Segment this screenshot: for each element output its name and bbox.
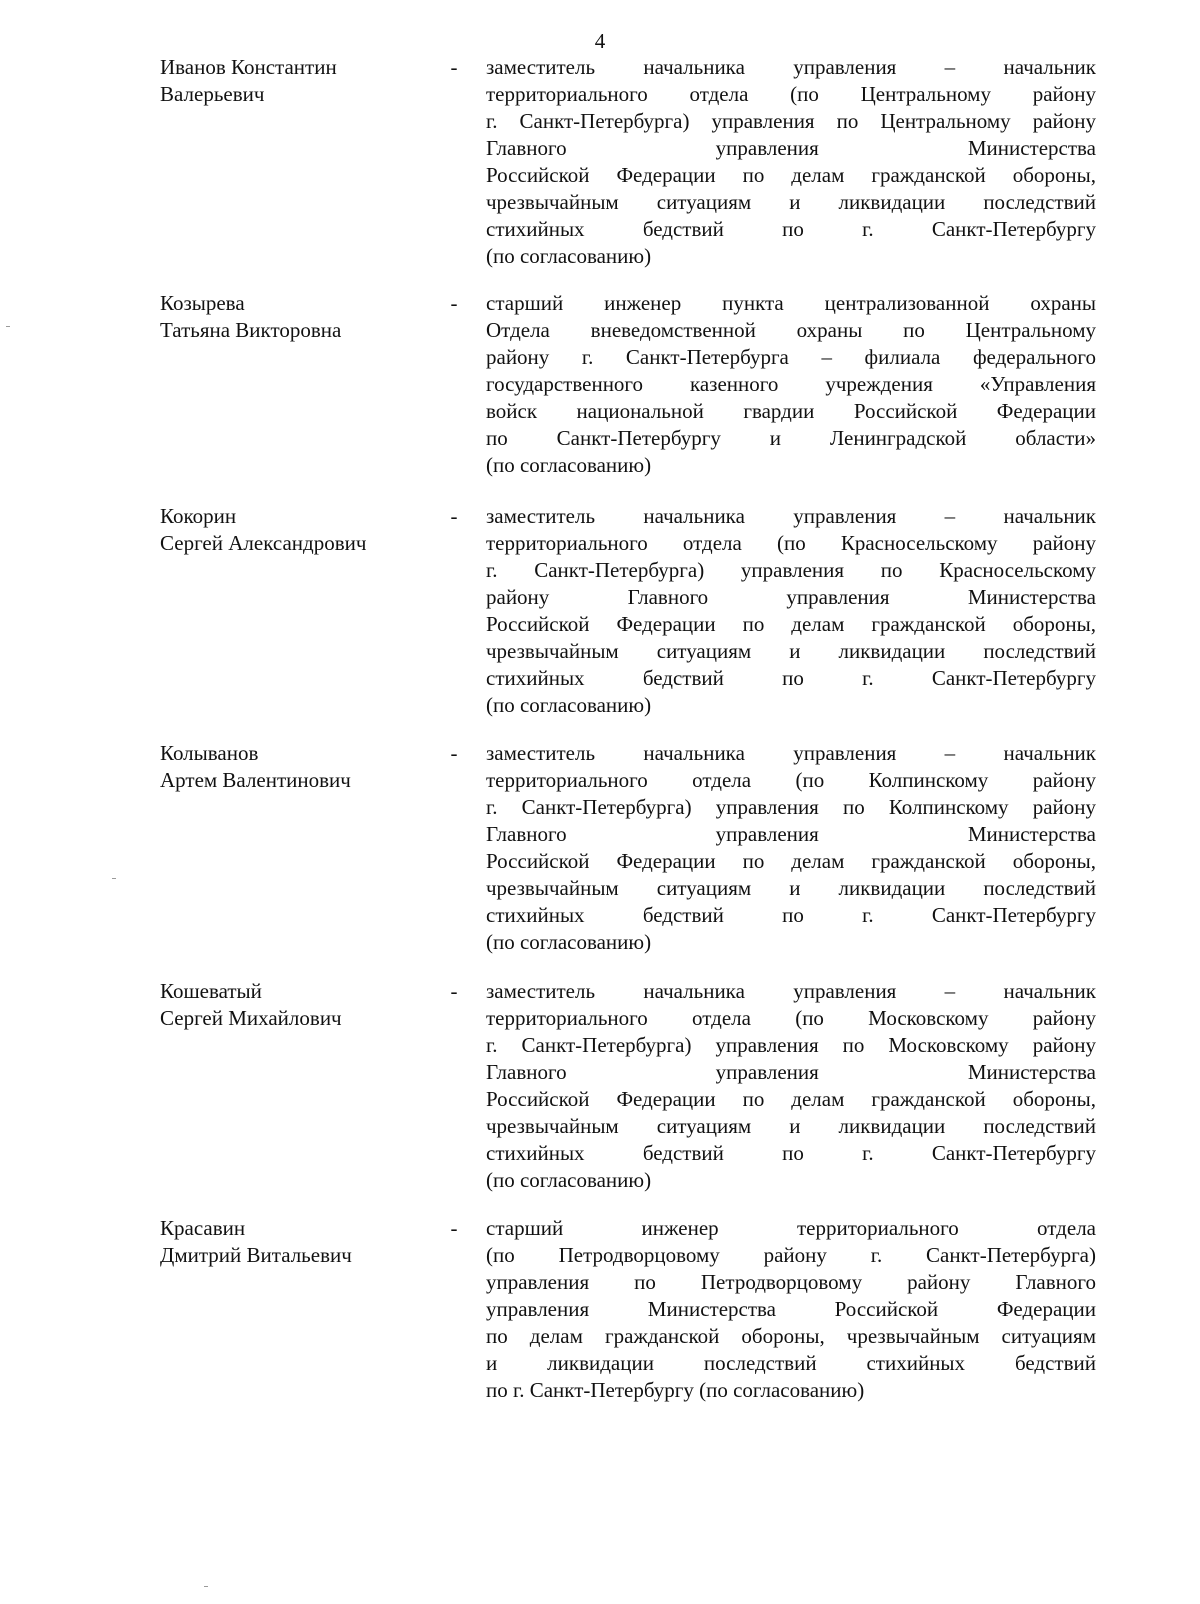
separator-dash: - — [450, 291, 458, 315]
member-given-names: Валерьевич — [160, 82, 265, 106]
position-line: району Главного управления Министерства — [486, 585, 1096, 609]
position-line: государственного казенного учреждения «Управления — [486, 372, 1096, 396]
position-line: г. Санкт-Петербурга) управления по Московскому району — [486, 1033, 1096, 1057]
position-line: управления Министерства Российской Федерации — [486, 1297, 1096, 1321]
member-given-names: Татьяна Викторовна — [160, 318, 342, 342]
separator-dash: - — [450, 979, 458, 1003]
separator-dash: - — [450, 741, 458, 765]
position-line: заместитель начальника управления – начальник — [486, 55, 1096, 79]
scan-speck — [204, 1586, 208, 1587]
member-surname: Иванов Константин — [160, 55, 337, 79]
member-given-names: Сергей Михайлович — [160, 1006, 342, 1030]
position-line: Российской Федерации по делам гражданской обороны, — [486, 163, 1096, 187]
scan-speck — [112, 878, 116, 879]
separator-dash: - — [450, 1216, 458, 1240]
position-line: чрезвычайным ситуациям и ликвидации последствий — [486, 1114, 1096, 1138]
position-line: району г. Санкт-Петербурга – филиала федерального — [486, 345, 1096, 369]
position-line: (по Петродворцовому району г. Санкт-Петербурга) — [486, 1243, 1096, 1267]
position-line: (по согласованию) — [486, 244, 652, 268]
member-surname: Красавин — [160, 1216, 246, 1240]
member-name — [160, 290, 440, 344]
member-name — [160, 978, 440, 1032]
position-line: Главного управления Министерства — [486, 822, 1096, 846]
member-position — [486, 290, 1096, 479]
position-line: Российской Федерации по делам гражданской обороны, — [486, 1087, 1096, 1111]
position-line: Отдела вневедомственной охраны по Центральному — [486, 318, 1096, 342]
position-line: (по согласованию) — [486, 453, 652, 477]
position-line: по делам гражданской обороны, чрезвычайным ситуациям — [486, 1324, 1096, 1348]
scan-speck — [6, 326, 10, 327]
position-line: г. Санкт-Петербурга) управления по Центральному району — [486, 109, 1096, 133]
page-number: 4 — [594, 29, 606, 53]
position-line: (по согласованию) — [486, 1168, 652, 1192]
member-given-names: Сергей Александрович — [160, 531, 367, 555]
member-given-names: Дмитрий Витальевич — [160, 1243, 352, 1267]
member-given-names: Артем Валентинович — [160, 768, 351, 792]
position-line: чрезвычайным ситуациям и ликвидации последствий — [486, 876, 1096, 900]
position-line: Главного управления Министерства — [486, 136, 1096, 160]
member-position — [486, 503, 1096, 719]
member-name — [160, 54, 440, 108]
member-name — [160, 503, 440, 557]
position-line: территориального отдела (по Центральному району — [486, 82, 1096, 106]
position-line: заместитель начальника управления – начальник — [486, 741, 1096, 765]
position-line: чрезвычайным ситуациям и ликвидации последствий — [486, 190, 1096, 214]
position-line: по Санкт-Петербургу и Ленинградской области» — [486, 426, 1096, 450]
member-surname: Кокорин — [160, 504, 237, 528]
position-line: войск национальной гвардии Российской Федерации — [486, 399, 1096, 423]
member-name — [160, 1215, 440, 1269]
position-line: по г. Санкт-Петербургу (по согласованию) — [486, 1378, 865, 1402]
member-surname: Колыванов — [160, 741, 259, 765]
position-line: стихийных бедствий по г. Санкт-Петербургу — [486, 666, 1096, 690]
position-line: территориального отдела (по Московскому району — [486, 1006, 1096, 1030]
member-position — [486, 1215, 1096, 1404]
separator-dash: - — [450, 55, 458, 79]
position-line: Главного управления Министерства — [486, 1060, 1096, 1084]
position-line: и ликвидации последствий стихийных бедствий — [486, 1351, 1096, 1375]
member-position — [486, 978, 1096, 1194]
position-line: г. Санкт-Петербурга) управления по Красносельскому — [486, 558, 1096, 582]
member-position — [486, 740, 1096, 956]
position-line: Российской Федерации по делам гражданской обороны, — [486, 612, 1096, 636]
position-line: управления по Петродворцовому району Главного — [486, 1270, 1096, 1294]
position-line: (по согласованию) — [486, 930, 652, 954]
position-line: заместитель начальника управления – начальник — [486, 504, 1096, 528]
position-line: территориального отдела (по Колпинскому району — [486, 768, 1096, 792]
member-surname: Кошеватый — [160, 979, 262, 1003]
position-line: Российской Федерации по делам гражданской обороны, — [486, 849, 1096, 873]
position-line: чрезвычайным ситуациям и ликвидации последствий — [486, 639, 1096, 663]
position-line: старший инженер пункта централизованной охраны — [486, 291, 1096, 315]
member-surname: Козырева — [160, 291, 245, 315]
position-line: стихийных бедствий по г. Санкт-Петербургу — [486, 1141, 1096, 1165]
position-line: г. Санкт-Петербурга) управления по Колпинскому району — [486, 795, 1096, 819]
position-line: территориального отдела (по Красносельскому району — [486, 531, 1096, 555]
position-line: заместитель начальника управления – начальник — [486, 979, 1096, 1003]
position-line: (по согласованию) — [486, 693, 652, 717]
position-line: старший инженер территориального отдела — [486, 1216, 1096, 1240]
position-line: стихийных бедствий по г. Санкт-Петербургу — [486, 903, 1096, 927]
position-line: стихийных бедствий по г. Санкт-Петербургу — [486, 217, 1096, 241]
member-position — [486, 54, 1096, 270]
separator-dash: - — [450, 504, 458, 528]
member-name — [160, 740, 440, 794]
